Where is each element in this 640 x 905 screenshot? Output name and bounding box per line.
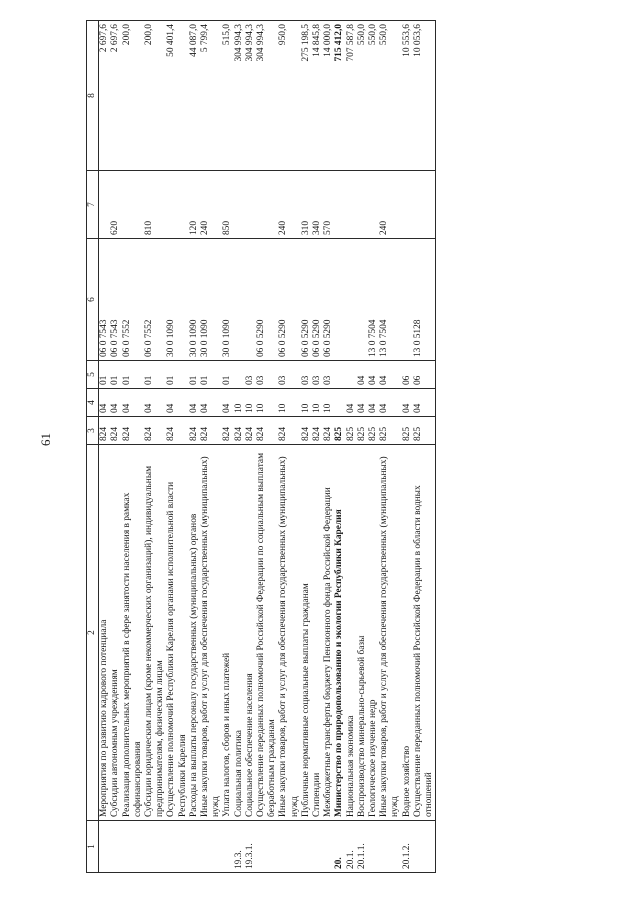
table-row (334, 21, 345, 873)
row-name-cell: Расходы на выплаты персоналу государственных (муниципальных) органов (189, 445, 200, 821)
code-cell: 120 (189, 171, 200, 239)
amount-cell: 44 087,0 (189, 21, 200, 171)
code-cell: 824 (200, 417, 222, 445)
row-name-cell: Иные закупки товаров, работ и услуг для обеспечения государственных (муниципальных) нужд (200, 445, 222, 821)
code-cell: 620 (110, 171, 121, 239)
table-row (368, 21, 379, 873)
code-cell: 01 (222, 361, 233, 389)
row-name-cell: Реализация дополнительных мероприятий в сфере занятости населения в рамках софинансирования (122, 445, 144, 821)
code-cell (200, 821, 222, 873)
code-cell: 10 (323, 389, 334, 417)
code-cell (234, 361, 245, 389)
code-cell: 20. (334, 821, 345, 873)
code-cell: 13 0 7504 (379, 239, 401, 361)
code-cell: 04 (189, 389, 200, 417)
code-cell: 824 (256, 417, 278, 445)
code-cell: 04 (110, 389, 121, 417)
code-cell (256, 171, 278, 239)
code-cell: 10 (278, 389, 300, 417)
code-cell (278, 821, 300, 873)
rotated-page (86, 21, 602, 873)
code-cell: 825 (413, 417, 436, 445)
code-cell (334, 361, 345, 389)
amount-cell: 2 697,6 (99, 21, 111, 171)
table-row (110, 21, 121, 873)
code-cell: 30 0 1090 (222, 239, 233, 361)
amount-cell: 50 401,4 (166, 21, 188, 171)
code-cell (334, 171, 345, 239)
code-cell: 01 (166, 361, 188, 389)
code-cell (402, 239, 413, 361)
code-cell (312, 821, 323, 873)
table-row (346, 21, 357, 873)
code-cell (357, 171, 368, 239)
code-cell: 824 (312, 417, 323, 445)
amount-cell: 304 994,3 (245, 21, 256, 171)
table-row (413, 21, 436, 873)
code-cell: 10 (234, 389, 245, 417)
table-row (312, 21, 323, 873)
table-row (323, 21, 334, 873)
budget-table (86, 20, 436, 873)
row-name-cell: Национальная экономика (346, 445, 357, 821)
code-cell: 824 (144, 417, 166, 445)
amount-cell: 707 587,8 (346, 21, 357, 171)
code-cell: 06 0 7543 (99, 239, 111, 361)
row-name-cell: Публичные нормативные социальные выплаты гражданам (301, 445, 312, 821)
code-cell (99, 171, 111, 239)
code-cell: 13 0 5128 (413, 239, 436, 361)
code-cell: 20.1.2. (402, 821, 413, 873)
code-cell: 03 (278, 361, 300, 389)
row-name-cell: Осуществление переданных полномочий Российской Федерации по социальным выплатам безработным гражданам (256, 445, 278, 821)
column-header: 4 (87, 389, 99, 417)
row-name-cell: Иные закупки товаров, работ и услуг для обеспечения государственных (муниципальных) нужд (379, 445, 401, 821)
amount-cell: 5 799,4 (200, 21, 222, 171)
row-name-cell: Стипендии (312, 445, 323, 821)
amount-cell: 550,0 (368, 21, 379, 171)
code-cell (99, 821, 111, 873)
amount-cell: 200,0 (144, 21, 166, 171)
amount-cell: 550,0 (379, 21, 401, 171)
amount-cell: 304 994,3 (234, 21, 245, 171)
code-cell: 04 (346, 389, 357, 417)
code-cell: 06 0 5290 (312, 239, 323, 361)
code-cell: 06 0 5290 (323, 239, 334, 361)
code-cell: 03 (256, 361, 278, 389)
table-body (99, 21, 436, 873)
amount-cell: 950,0 (278, 21, 300, 171)
code-cell: 10 (245, 389, 256, 417)
code-cell: 240 (379, 171, 401, 239)
code-cell: 04 (144, 389, 166, 417)
code-cell: 824 (122, 417, 144, 445)
code-cell: 01 (189, 361, 200, 389)
code-cell: 240 (278, 171, 300, 239)
amount-cell: 715 412,0 (334, 21, 345, 171)
code-cell: 20.1. (346, 821, 357, 873)
column-header: 1 (87, 821, 99, 873)
code-cell: 19.3. (234, 821, 245, 873)
code-cell (346, 239, 357, 361)
code-cell (144, 821, 166, 873)
code-cell (368, 821, 379, 873)
table-row (278, 21, 300, 873)
code-cell: 824 (245, 417, 256, 445)
code-cell: 824 (166, 417, 188, 445)
column-header: 8 (87, 21, 99, 171)
code-cell: 824 (189, 417, 200, 445)
code-cell: 824 (110, 417, 121, 445)
code-cell (166, 821, 188, 873)
table-row (256, 21, 278, 873)
code-cell: 03 (301, 361, 312, 389)
code-cell (368, 171, 379, 239)
code-cell: 240 (200, 171, 222, 239)
code-cell: 06 (413, 361, 436, 389)
code-cell: 824 (234, 417, 245, 445)
amount-cell: 550,0 (357, 21, 368, 171)
column-header: 7 (87, 171, 99, 239)
code-cell: 850 (222, 171, 233, 239)
code-cell: 20.1.1. (357, 821, 368, 873)
code-cell: 04 (368, 389, 379, 417)
table-row (99, 21, 111, 873)
code-cell (334, 389, 345, 417)
code-cell: 19.3.1. (245, 821, 256, 873)
code-cell (323, 821, 334, 873)
code-cell: 01 (144, 361, 166, 389)
column-header: 3 (87, 417, 99, 445)
row-name-cell: Мероприятия по развитию кадрового потенциала (99, 445, 111, 821)
row-name-cell: Министерство по природопользованию и экологии Республики Карелия (334, 445, 345, 821)
code-cell: 825 (346, 417, 357, 445)
code-cell: 824 (222, 417, 233, 445)
code-cell: 04 (379, 389, 401, 417)
code-cell: 01 (110, 361, 121, 389)
table-row (166, 21, 188, 873)
code-cell: 825 (368, 417, 379, 445)
column-header: 6 (87, 239, 99, 361)
code-cell (413, 171, 436, 239)
code-cell: 06 0 5290 (278, 239, 300, 361)
code-cell: 06 0 5290 (256, 239, 278, 361)
code-cell: 01 (122, 361, 144, 389)
table-row (222, 21, 233, 873)
table-row (245, 21, 256, 873)
header-row (87, 21, 99, 873)
code-cell (234, 239, 245, 361)
code-cell (402, 171, 413, 239)
amount-cell: 2 697,6 (110, 21, 121, 171)
code-cell (166, 171, 188, 239)
code-cell (222, 821, 233, 873)
row-name-cell: Социальная политика (234, 445, 245, 821)
amount-cell: 10 553,6 (402, 21, 413, 171)
code-cell: 06 (402, 361, 413, 389)
amount-cell: 304 994,3 (256, 21, 278, 171)
code-cell (334, 239, 345, 361)
code-cell: 30 0 1090 (200, 239, 222, 361)
code-cell: 824 (301, 417, 312, 445)
amount-cell: 14 000,0 (323, 21, 334, 171)
code-cell: 04 (402, 389, 413, 417)
row-name-cell: Субсидии юридическим лицам (кроме некоммерческих организаций), индивидуальным предпринимателям, физическим лицам (144, 445, 166, 821)
code-cell (245, 171, 256, 239)
amount-cell: 275 198,5 (301, 21, 312, 171)
page-number: 61 (38, 433, 53, 446)
code-cell: 824 (99, 417, 111, 445)
column-header: 5 (87, 361, 99, 389)
code-cell: 825 (402, 417, 413, 445)
code-cell: 04 (368, 361, 379, 389)
amount-cell: 10 053,6 (413, 21, 436, 171)
code-cell (110, 821, 121, 873)
code-cell: 13 0 7504 (368, 239, 379, 361)
code-cell: 04 (357, 389, 368, 417)
code-cell: 30 0 1090 (189, 239, 200, 361)
code-cell: 04 (379, 361, 401, 389)
code-cell: 03 (312, 361, 323, 389)
code-cell (245, 239, 256, 361)
table-row (379, 21, 401, 873)
table-row (234, 21, 245, 873)
code-cell: 310 (301, 171, 312, 239)
code-cell: 04 (122, 389, 144, 417)
code-cell (122, 821, 144, 873)
row-name-cell: Осуществление переданных полномочий Российской Федерации в области водных отношений (413, 445, 436, 821)
code-cell: 824 (323, 417, 334, 445)
code-cell (346, 361, 357, 389)
amount-cell: 200,0 (122, 21, 144, 171)
code-cell: 04 (200, 389, 222, 417)
table-row (301, 21, 312, 873)
table-row (122, 21, 144, 873)
code-cell (256, 821, 278, 873)
code-cell: 10 (256, 389, 278, 417)
row-name-cell: Воспроизводство минерально-сырьевой базы (357, 445, 368, 821)
code-cell: 03 (323, 361, 334, 389)
code-cell (357, 239, 368, 361)
code-cell: 06 0 7543 (110, 239, 121, 361)
code-cell: 824 (278, 417, 300, 445)
table-row (200, 21, 222, 873)
code-cell (122, 171, 144, 239)
code-cell: 01 (200, 361, 222, 389)
table-row (402, 21, 413, 873)
code-cell: 340 (312, 171, 323, 239)
row-name-cell: Иные закупки товаров, работ и услуг для обеспечения государственных (муниципальных) нужд (278, 445, 300, 821)
row-name-cell: Уплата налогов, сборов и иных платежей (222, 445, 233, 821)
row-name-cell: Субсидии автономным учреждениям (110, 445, 121, 821)
code-cell (189, 821, 200, 873)
code-cell: 10 (312, 389, 323, 417)
column-header: 2 (87, 445, 99, 821)
code-cell (413, 821, 436, 873)
amount-cell: 14 845,8 (312, 21, 323, 171)
row-name-cell: Социальное обеспечение населения (245, 445, 256, 821)
code-cell: 06 0 7552 (122, 239, 144, 361)
code-cell: 01 (99, 361, 111, 389)
code-cell (234, 171, 245, 239)
code-cell: 04 (357, 361, 368, 389)
table-row (144, 21, 166, 873)
code-cell: 825 (357, 417, 368, 445)
code-cell: 04 (166, 389, 188, 417)
code-cell: 06 0 7552 (144, 239, 166, 361)
code-cell: 04 (222, 389, 233, 417)
amount-cell: 515,0 (222, 21, 233, 171)
code-cell: 825 (379, 417, 401, 445)
code-cell (379, 821, 401, 873)
row-name-cell: Межбюджетные трансферты бюджету Пенсионного фонда Российской Федерации (323, 445, 334, 821)
code-cell: 04 (413, 389, 436, 417)
code-cell: 04 (99, 389, 111, 417)
code-cell (301, 821, 312, 873)
code-cell (346, 171, 357, 239)
row-name-cell: Геологическое изучение недр (368, 445, 379, 821)
table-row (357, 21, 368, 873)
code-cell: 03 (245, 361, 256, 389)
code-cell: 810 (144, 171, 166, 239)
table-row (189, 21, 200, 873)
row-name-cell: Водное хозяйство (402, 445, 413, 821)
row-name-cell: Осуществление полномочий Республики Карелия органами исполнительной власти Республики Карелия (166, 445, 188, 821)
code-cell: 10 (301, 389, 312, 417)
code-cell: 825 (334, 417, 345, 445)
code-cell: 570 (323, 171, 334, 239)
code-cell: 30 0 1090 (166, 239, 188, 361)
code-cell: 06 0 5290 (301, 239, 312, 361)
